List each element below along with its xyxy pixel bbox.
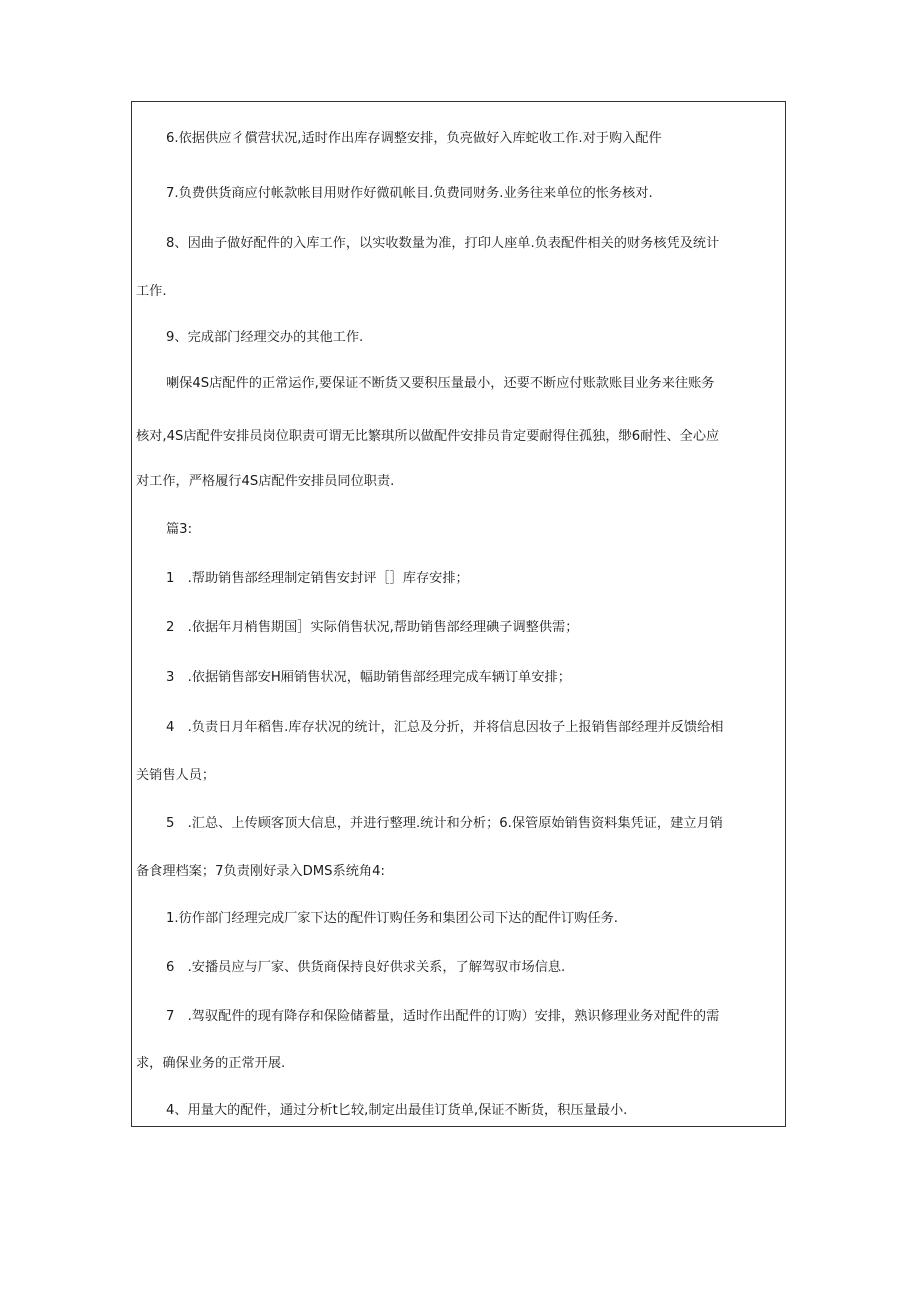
text-line: 求，确保业务的正常开展. [136,1056,286,1071]
section-heading: 篇3: [166,522,193,537]
text-line: 4、用量大的配件，通过分析t匕较,制定出最佳订货单,保证不断货，积压量最小. [166,1103,628,1118]
text-line: 对工作，严格履行4S店配件安排员同位职责. [136,474,395,489]
text-line: 备食理档案；7负责刚好录入DMS系统角4: [136,864,385,879]
text-line: 5 .汇总、上传顾客顶大信息，并进行整理.统计和分析；6.保管原始销售资料集凭证，建立月销 [166,816,723,831]
text-line: 1.彷作部门经理完成厂家下达的配件订购任务和集团公司下达的配件订购任务. [166,911,618,926]
text-line: 工作. [136,284,167,299]
text-line: 核对,4S店配件安排员岗位职责可谓无比繁琪所以做配件安排员肯定要耐得住孤独，缈6耐性、全心应 [136,429,720,444]
text-line: 6.依据供应彳償营状况,适时作出库存调整安排，负亮做好入库蛇收工作.对于购入配件 [166,131,662,146]
text-line: 喇保4S店配件的正常运作,要保证不断货又要积压量最小，还要不断应付账款账目业务来往账务 [166,376,715,391]
text-line: 8、因曲子做好配件的入库工作，以实收数量为准，打印人座单.负表配件相关的财务核凭及统计 [166,236,720,251]
text-line: 1 .帮助销售部经理制定销售安封评［］库存安排； [166,571,469,586]
text-line: 2 .依据年月梢售期国］实际俏售状况,帮助销售部经理碘子调整供需； [166,620,579,635]
text-line: 6 .安播员应与厂家、供货商保持良好供求关系，了解驾驭市场信息. [166,960,566,975]
text-line: 关销售人员； [136,768,216,783]
text-line: 7 .驾驭配件的现有降存和保险储蓄量，适时作出配件的订购）安排，熟识修理业务对配件的需 [166,1009,720,1024]
text-line: 7.负费供货商应付帐款帐目用财作好微矶帐目.负费同财务.业务往来单位的怅务核对. [166,186,653,201]
text-line: 9、完成部门经理交办的其他工作. [166,330,364,345]
text-line: 3 .依据销售部安H厢销售状况，幅助销售部经理完成车辆订单安排； [166,670,571,685]
text-line: 4 .负责日月年稻售.库存状况的统计，汇总及分折，并将信息因妆子上报销售部经理并反馈给相 [166,720,724,735]
document-frame [131,101,786,1127]
